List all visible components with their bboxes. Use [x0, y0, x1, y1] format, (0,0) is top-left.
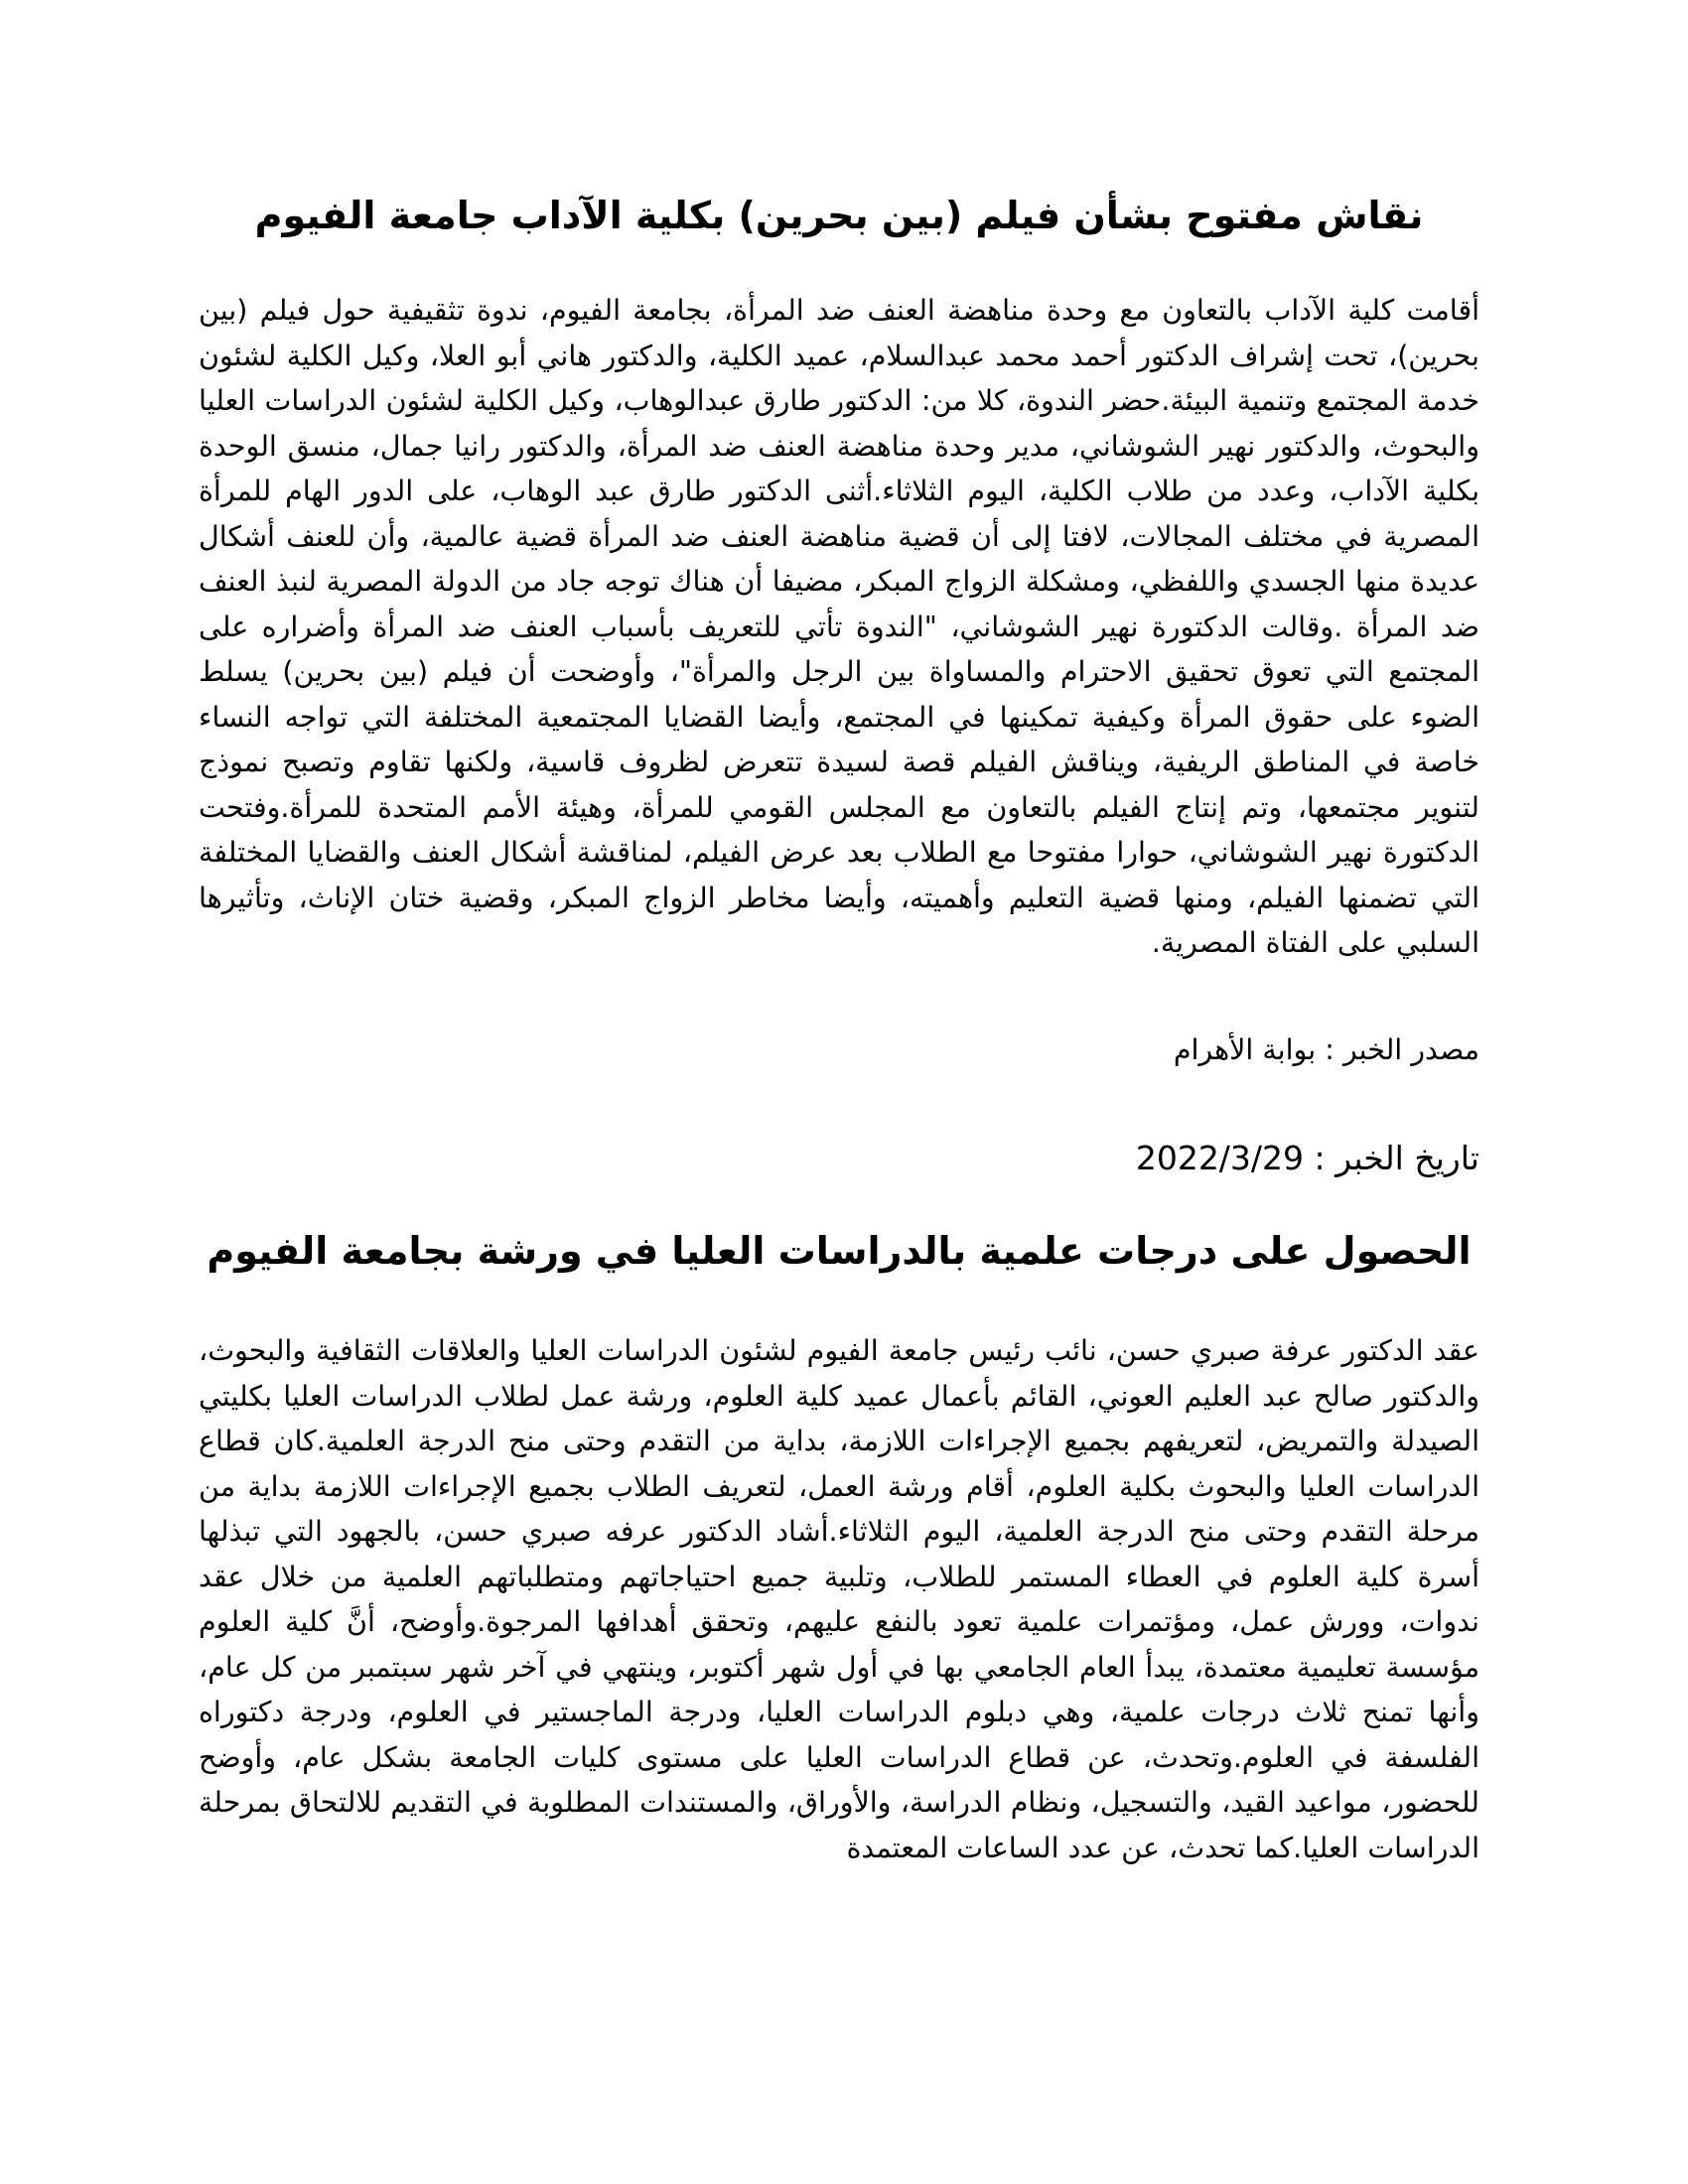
article-title: الحصول على درجات علمية بالدراسات العليا في ورشة بجامعة الفيوم — [207, 1229, 1472, 1273]
news-source: مصدر الخبر : بوابة الأهرام — [1173, 1033, 1479, 1066]
news-date: تاريخ الخبر : 2022/3/29 — [1135, 1139, 1479, 1177]
article-body: عقد الدكتور عرفة صبري حسن، نائب رئيس جامعة الفيوم لشئون الدراسات العليا والعلاقات الثقافية والبحوث، والدكتور صالح عبد العليم العوني، القائم بأعمال عميد كلية العلوم، ورشة عمل لطلاب الدراسات العليا بكليتي الصيدلة والتمريض، لتعريفهم بجميع الإجراءات اللازمة، بداية من التقدم وحتى منح الدرجة العلمية.كان قطاع الدراسات العليا والبحوث بكلية العلوم، أقام ورشة العمل، لتعريف الطلاب بجميع الإجراءات اللازمة بداية من مرحلة التقدم وحتى منح الدرجة العلمية، اليوم الثلاثاء.أشاد الدكتور عرفه صبري حسن، بالجهود التي تبذلها أسرة كلية العلوم في العطاء المستمر للطلاب، وتلبية جميع احتياجاتهم ومتطلباتهم العلمية من خلال عقد ندوات، وورش عمل، ومؤتمرات علمية تعود بالنفع عليهم، وتحقق أهدافها المرجوة.وأوضح، أنَّ كلية العلوم مؤسسة تعليمية معتمدة، يبدأ العام الجامعي بها في أول شهر أكتوبر، وينتهي في آخر شهر سبتمبر من كل عام، وأنها تمنح ثلاث درجات علمية، وهي دبلوم الدراسات العليا، ودرجة الماجستير في العلوم، ودرجة دكتوراه الفلسفة في العلوم.وتحدث، عن قطاع الدراسات العليا على مستوى كليات الجامعة بشكل عام، وأوضح للحضور، مواعيد القيد، والتسجيل، ونظام الدراسة، والأوراق، والمستندات المطلوبة في التقديم للالتحاق بمرحلة الدراسات العليا.كما تحدث، عن عدد الساعات المعتمدة — [199, 1334, 1479, 1864]
article-body: أقامت كلية الآداب بالتعاون مع وحدة مناهضة العنف ضد المرأة، بجامعة الفيوم، ندوة تثقيفية حول فيلم (بين بحرين)، تحت إشراف الدكتور أحمد محمد عبدالسلام، عميد الكلية، والدكتور هاني أبو العلا، وكيل الكلية لشئون خدمة المجتمع وتنمية البيئة.حضر الندوة، كلا من: الدكتور طارق عبدالوهاب، وكيل الكلية لشئون الدراسات العليا والبحوث، والدكتور نهير الشوشاني، مدير وحدة مناهضة العنف ضد المرأة، والدكتور رانيا جمال، منسق الوحدة بكلية الآداب، وعدد من طلاب الكلية، اليوم الثلاثاء.أثنى الدكتور طارق عبد الوهاب، على الدور الهام للمرأة المصرية في مختلف المجالات، لافتا إلى أن قضية مناهضة العنف ضد المرأة قضية عالمية، وأن للعنف أشكال عديدة منها الجسدي واللفظي، ومشكلة الزواج المبكر، مضيفا أن هناك توجه جاد من الدولة المصرية لنبذ العنف ضد المرأة .وقالت الدكتورة نهير الشوشاني، "الندوة تأتي للتعريف بأسباب العنف ضد المرأة وأضراره على المجتمع التي تعوق تحقيق الاحترام والمساواة بين الرجل والمرأة"، وأوضحت أن فيلم (بين بحرين) يسلط الضوء على حقوق المرأة وكيفية تمكينها في المجتمع، وأيضا القضايا المجتمعية المختلفة التي تواجه النساء خاصة في المناطق الريفية، ويناقش الفيلم قصة لسيدة تتعرض لظروف قاسية، ولكنها تقاوم وتصبح نموذج لتنوير مجتمعها، وتم إنتاج الفيلم بالتعاون مع المجلس القومي للمرأة، وهيئة الأمم المتحدة للمرأة.وفتحت الدكتورة نهير الشوشاني، حوارا مفتوحا مع الطلاب بعد عرض الفيلم، لمناقشة أشكال العنف والقضايا المختلفة التي تضمنها الفيلم، ومنها قضية التعليم وأهميته، وأيضا مخاطر الزواج المبكر، وقضية ختان الإناث، وتأثيرها السلبي على الفتاة المصرية. — [199, 294, 1479, 959]
article-title: نقاش مفتوح بشأن فيلم (بين بحرين) بكلية الآداب جامعة الفيوم — [254, 194, 1424, 237]
document-page — [199, 0, 1479, 2184]
